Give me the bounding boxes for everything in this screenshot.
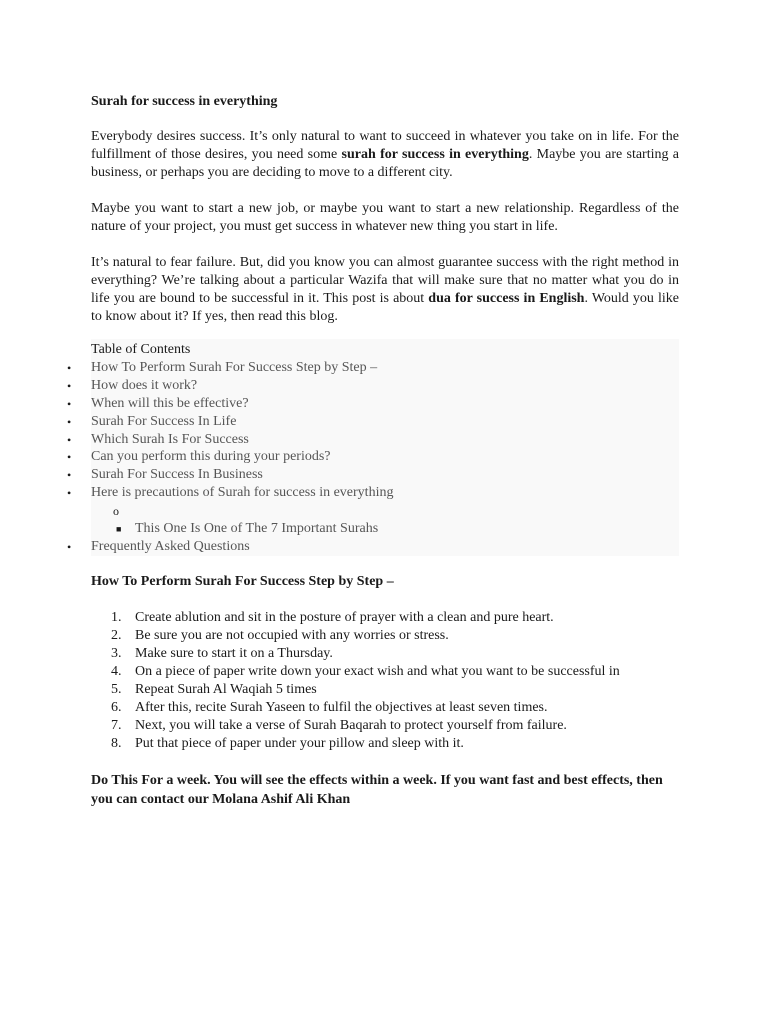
toc-subitem[interactable]	[116, 520, 379, 538]
toc-item[interactable]	[67, 538, 250, 556]
toc-item-label[interactable]: Here is precautions of Surah for success in everything	[91, 485, 394, 500]
list-number: 1.	[111, 610, 122, 625]
toc-item-label[interactable]: Which Surah Is For Success	[91, 432, 249, 447]
toc-item-label[interactable]: Can you perform this during your periods?	[91, 449, 331, 464]
bullet-icon: •	[67, 397, 72, 411]
page-title: Surah for success in everything	[91, 94, 278, 109]
toc-item-label[interactable]: Frequently Asked Questions	[91, 539, 250, 554]
list-item-text: Next, you will take a verse of Surah Baqarah to protect yourself from failure.	[135, 718, 567, 733]
toc-item-label[interactable]: This One Is One of The 7 Important Surahs	[135, 521, 379, 536]
list-item	[111, 663, 620, 681]
list-item-text: Make sure to start it on a Thursday.	[135, 646, 333, 661]
list-item	[111, 735, 464, 753]
list-item-text: Be sure you are not occupied with any worries or stress.	[135, 628, 449, 643]
third-paragraph	[91, 254, 679, 326]
list-item	[111, 609, 554, 627]
list-item	[111, 627, 449, 645]
toc-item[interactable]	[67, 448, 331, 466]
third-text-c: . Would you like to know about it? If yes, then read this blog.	[91, 291, 679, 324]
toc-title: Table of Contents	[91, 342, 191, 357]
toc-item[interactable]	[67, 431, 249, 449]
list-number: 4.	[111, 664, 122, 679]
bullet-icon: •	[67, 379, 72, 393]
second-paragraph: Maybe you want to start a new job, or maybe you want to start a new relationship. Regardless of the nature of your project, you must get success in whatever new thing you start in life.	[91, 201, 679, 234]
list-item-text: Repeat Surah Al Waqiah 5 times	[135, 682, 317, 697]
square-bullet-icon: ■	[116, 524, 122, 534]
toc-item[interactable]	[67, 377, 198, 395]
list-item-text: After this, recite Surah Yaseen to fulfil the objectives at least seven times.	[135, 700, 548, 715]
toc-item[interactable]	[67, 413, 237, 431]
list-item-text: Put that piece of paper under your pillow and sleep with it.	[135, 736, 464, 751]
list-item	[111, 699, 548, 717]
toc-item-label[interactable]: Surah For Success In Business	[91, 467, 263, 482]
intro-keyword: surah for success in everything	[341, 147, 529, 162]
intro-text-a: Everybody desires success. It’s only natural to want to succeed in whatever you take on in life. For the fulfillment of those desires, you need some	[91, 129, 679, 162]
circle-bullet-icon: o	[113, 504, 119, 518]
list-item	[111, 717, 567, 735]
list-item-text: Create ablution and sit in the posture of prayer with a clean and pure heart.	[135, 610, 554, 625]
toc-item-label[interactable]: How does it work?	[91, 378, 198, 393]
bullet-icon: •	[67, 468, 72, 482]
table-of-contents	[67, 339, 679, 556]
list-number: 8.	[111, 736, 122, 751]
intro-text-c: . Maybe you are starting a business, or perhaps you are deciding to move to a different city.	[91, 147, 679, 180]
list-number: 7.	[111, 718, 122, 733]
bullet-icon: •	[67, 433, 72, 447]
bullet-icon: •	[67, 540, 72, 554]
closing-paragraph: Do This For a week. You will see the effects within a week. If you want fast and best effects, then you can contact our Molana Ashif Ali Khan	[91, 773, 663, 807]
intro-paragraph	[91, 128, 679, 182]
third-text-a: It’s natural to fear failure. But, did you know you can almost guarantee success with the right method in everything? We’re talking about a particular Wazifa that will make sure that no matter what you do in life you are bound to be successful in it. This post is about	[91, 255, 679, 306]
bullet-icon: •	[67, 415, 72, 429]
bullet-icon: •	[67, 361, 72, 375]
list-number: 6.	[111, 700, 122, 715]
bullet-icon: •	[67, 486, 72, 500]
list-number: 5.	[111, 682, 122, 697]
list-item	[111, 645, 333, 663]
section-heading: How To Perform Surah For Success Step by Step –	[91, 574, 394, 589]
toc-item-label[interactable]: Surah For Success In Life	[91, 414, 237, 429]
toc-item[interactable]	[67, 359, 378, 377]
list-number: 3.	[111, 646, 122, 661]
toc-item-label[interactable]: How To Perform Surah For Success Step by Step –	[91, 360, 378, 375]
toc-item[interactable]	[67, 484, 394, 502]
bullet-icon: •	[67, 450, 72, 464]
third-keyword: dua for success in English	[428, 291, 585, 306]
toc-item[interactable]	[67, 395, 249, 413]
list-number: 2.	[111, 628, 122, 643]
list-item-text: On a piece of paper write down your exact wish and what you want to be successful in	[135, 664, 620, 679]
toc-item[interactable]	[67, 466, 263, 484]
list-item	[111, 681, 317, 699]
toc-item-label[interactable]: When will this be effective?	[91, 396, 249, 411]
